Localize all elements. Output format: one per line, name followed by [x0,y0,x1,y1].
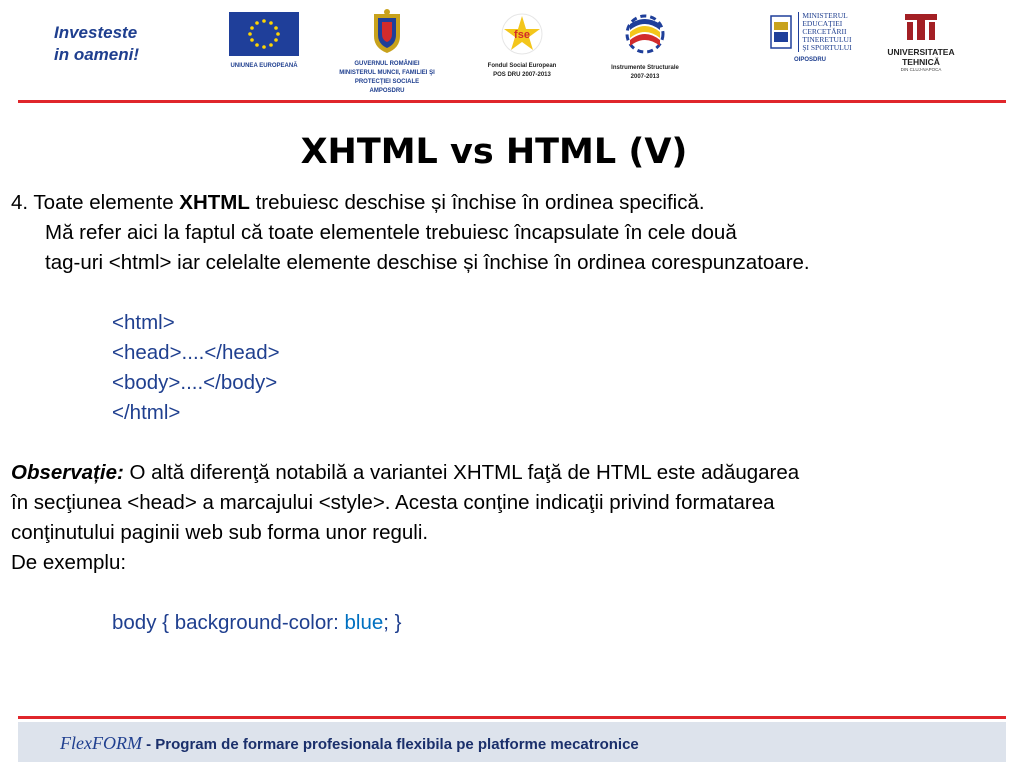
ministry-caption: OIPOSDRU [793,57,826,63]
css-example [11,608,1011,638]
observation-label: Observație: [11,461,124,484]
fse-caption-1: Fondul Social European [487,63,557,69]
svg-text:fse: fse [514,29,530,41]
eu-caption: UNIUNEA EUROPEANĂ [230,63,298,69]
structural-instruments-logo [600,10,690,81]
spacer [11,278,1011,308]
code-line-2: <head>....</head> [112,341,280,364]
example-label: De exemplu: [11,551,127,574]
fse-logo [472,12,572,79]
paragraph-1-line-2: Mă refer aici la faptul că toate elementele trebuiesc încapsulate în cele două [45,221,737,244]
footer-brand: FlexFORM [60,733,142,753]
observation-line-1 [11,458,1011,488]
footer-divider [18,716,1006,719]
code-line-3: <body>....</body> [112,371,278,394]
government-logo [332,8,442,95]
fse-caption-2: POS DRU 2007-2013 [493,72,551,78]
eu-logo [222,12,306,70]
p1-prefix: 4. Toate elemente [11,191,180,214]
css-value: blue [344,611,384,634]
css-suffix: ; } [383,611,402,634]
utcn-text-small: DIN CLUJ-NAPOCA [900,67,942,72]
footer [60,732,639,756]
spacer [11,428,1011,458]
observation-line-3: conţinutului paginii web sub forma unor reguli. [11,521,429,544]
utcn-logo-icon [901,10,941,42]
slide-body [11,188,1011,638]
ministry-education-icon [768,12,794,52]
ministry-text-2: EDUCAŢIEI [802,19,843,28]
spacer [11,578,1011,608]
ministry-text-1: MINISTERUL [802,11,848,20]
code-line-4: </html> [112,401,181,424]
utcn-text-2: TEHNICĂ [902,57,940,67]
eu-flag-icon [229,12,299,56]
government-caption-4: AMPOSDRU [369,88,405,94]
header-divider [18,100,1006,103]
utcn-logo [876,10,966,73]
slogan-line-1: Investeste [54,23,138,42]
utcn-text-1: UNIVERSITATEA [887,47,955,57]
structural-caption-1: Instrumente Structurale [611,65,679,71]
observation-line-2: în secţiunea <head> a marcajului <style>. Acesta conţine indicaţii privind formatarea [11,491,775,514]
ministry-text-3: CERCETĂRII [802,27,847,36]
code-line-1: <html> [112,311,175,334]
ministry-text-4: TINERETULUI [802,35,852,44]
header [0,0,1024,100]
structural-caption-2: 2007-2013 [630,74,660,80]
footer-description: - Program de formare profesionala flexibila pe platforme mecatronice [141,736,639,753]
ministry-text-5: ŞI SPORTULUI [802,43,852,52]
paragraph-1-line-3: tag-uri <html> iar celelalte elemente deschise și închise în ordinea corespunzatoare. [45,251,810,274]
slogan [54,22,174,66]
ministry-logo [758,12,862,64]
css-prefix: body { background-color: [112,611,345,634]
paragraph-1-line-1 [11,188,1011,218]
government-caption-1: GUVERNUL ROMÂNIEI [354,61,420,67]
p1-bold: XHTML [179,191,250,214]
structural-instruments-icon [622,10,668,58]
slide-title: XHTML vs HTML (V) [300,132,688,172]
p1-suffix: trebuiesc deschise și închise în ordinea specifică. [249,191,705,214]
government-caption-3: PROTECŢIEI SOCIALE [354,79,420,85]
observation-text-1: O altă diferenţă notabilă a variantei XHTML faţă de HTML este adăugarea [123,461,800,484]
slogan-line-2: in oameni! [54,45,140,64]
government-caption-2: MINISTERUL MUNCII, FAMILIEI ŞI [339,70,435,76]
romania-coat-of-arms-icon [370,8,404,54]
fse-logo-icon [499,12,545,56]
